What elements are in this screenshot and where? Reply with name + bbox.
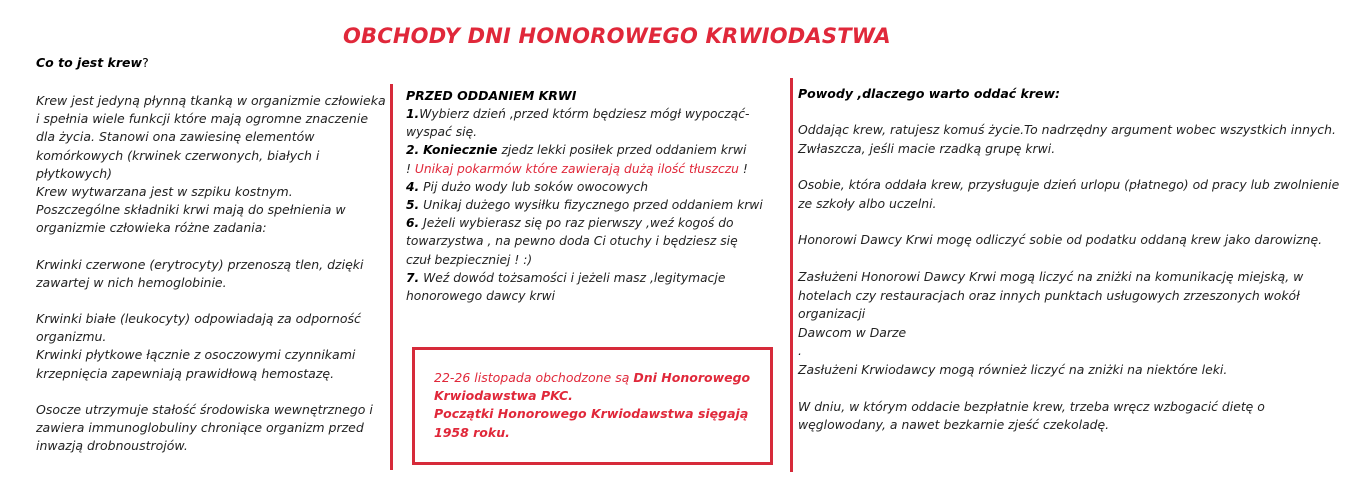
reasons-heading: Powody ,dlaczego warto oddać krew: bbox=[798, 86, 1061, 101]
spacer bbox=[798, 158, 1346, 176]
tip-1-cont: wyspać się. bbox=[406, 125, 478, 140]
blood-info-column bbox=[36, 55, 386, 455]
reason-medicines: Zasłużeni Krwiodawcy mogą również liczyć na zniżki na niektóre leki. bbox=[798, 361, 1228, 377]
blood-question-heading: Co to jest krew? bbox=[36, 55, 149, 70]
reason-dot: . bbox=[798, 343, 802, 359]
tip-6-cont: towarzystwa , na pewno doda Ci otuchy i będziesz się bbox=[406, 234, 738, 249]
spacer bbox=[798, 250, 1346, 268]
plasma-note: Osocze utrzymuje stałość środowiska wewnętrznego i zawiera immunoglobuliny chroniące organizm przed inwazją drobnoustrojów. bbox=[36, 401, 373, 454]
event-info-text: 22-26 listopada obchodzone są Dni Honorowego Krwiodawstwa PKC. Początki Honorowego Krwiodawstwa sięgają 1958 roku. bbox=[434, 370, 751, 440]
page-title: OBCHODY DNI HONOROWEGO KRWIODASTWA bbox=[343, 24, 891, 48]
spacer bbox=[798, 103, 1346, 121]
tip-6: 6. Jeżeli wybierasz się po raz pierwszy ,weź kogoś do bbox=[406, 216, 734, 231]
spacer bbox=[36, 292, 386, 310]
red-cells-note: Krwinki czerwone (erytrocyty) przenoszą tlen, dzięki zawartej w nich hemoglobinie. bbox=[36, 256, 364, 290]
spacer bbox=[798, 380, 1346, 398]
components-intro: Poszczególne składniki krwi mają do spełnienia w organizmie człowieka różne zadania: bbox=[36, 202, 346, 236]
reason-save-life: Oddając krew, ratujesz komuś życie.To nadrzędny argument wobec wszystkich innych. Zwłaszcza, jeśli macie rzadką grupę krwi. bbox=[798, 122, 1336, 156]
tip-4: 4. Pij dużo wody lub soków owocowych bbox=[406, 179, 649, 194]
tip-2: 2. Koniecznie zjedz lekki posiłek przed oddaniem krwi bbox=[406, 143, 747, 158]
spacer bbox=[798, 213, 1346, 231]
reason-discounts-org: Dawcom w Darze bbox=[798, 324, 907, 340]
spacer bbox=[36, 383, 386, 401]
bone-marrow-note: Krew wytwarzana jest w szpiku kostnym. bbox=[36, 184, 293, 200]
right-divider bbox=[790, 78, 793, 472]
tip-2-warning: ! Unikaj pokarmów które zawierają dużą ilość tłuszczu ! bbox=[406, 161, 748, 176]
reason-discounts: Zasłużeni Honorowi Dawcy Krwi mogą liczyć na zniżki na komunikację miejską, w hotelach czy restauracjach oraz innych punktach usługowych zrzeszonych wokół organizacji bbox=[798, 268, 1304, 322]
tip-6-cont2: czuł bezpieczniej ! :) bbox=[406, 252, 533, 267]
reason-day-off: Osobie, która oddała krew, przysługuje dzień urlopu (płatnego) od pracy lub zwolnienie ze szkoły albo uczelni. bbox=[798, 177, 1340, 211]
white-cells-note: Krwinki białe (leukocyty) odpowiadają za odporność organizmu. bbox=[36, 311, 361, 345]
tip-1: 1.Wybierz dzień ,przed którm będziesz mógł wypocząć- bbox=[406, 107, 750, 121]
spacer bbox=[36, 238, 386, 256]
before-donation-heading: PRZED ODDANIEM KRWI bbox=[406, 88, 577, 103]
tip-7-cont: honorowego dawcy krwi bbox=[406, 289, 556, 304]
tip-7: 7. Weź dowód tożsamości i jeżeli masz ,legitymacje bbox=[406, 270, 726, 285]
reason-tax: Honorowi Dawcy Krwi mogę odliczyć sobie od podatku oddaną krew jako darowiznę. bbox=[798, 232, 1323, 248]
platelets-note: Krwinki płytkowe łącznie z osoczowymi czynnikami krzepnięcia zapewniają prawidłową hemostazę. bbox=[36, 347, 356, 381]
blood-definition: Krew jest jedyną płynną tkanką w organizmie człowieka i spełnia wiele funkcji które mają ogromne znaczenie dla życia. Stanowi ona zawiesinę elementów komórkowych (krwinek czerwonych, białych i płytkowych) bbox=[36, 93, 386, 181]
before-donation-column bbox=[406, 87, 786, 305]
tip-5: 5. Unikaj dużego wysiłku fizycznego przed oddaniem krwi bbox=[406, 198, 763, 213]
reason-diet: W dniu, w którym oddacie bezpłatnie krew, trzeba wręcz wzbogacić dietę o węglowodany, a nawet bezkarnie zjeść czekoladę. bbox=[798, 398, 1265, 433]
reasons-column bbox=[798, 85, 1346, 435]
left-divider bbox=[390, 84, 393, 470]
event-info-box bbox=[412, 347, 773, 465]
